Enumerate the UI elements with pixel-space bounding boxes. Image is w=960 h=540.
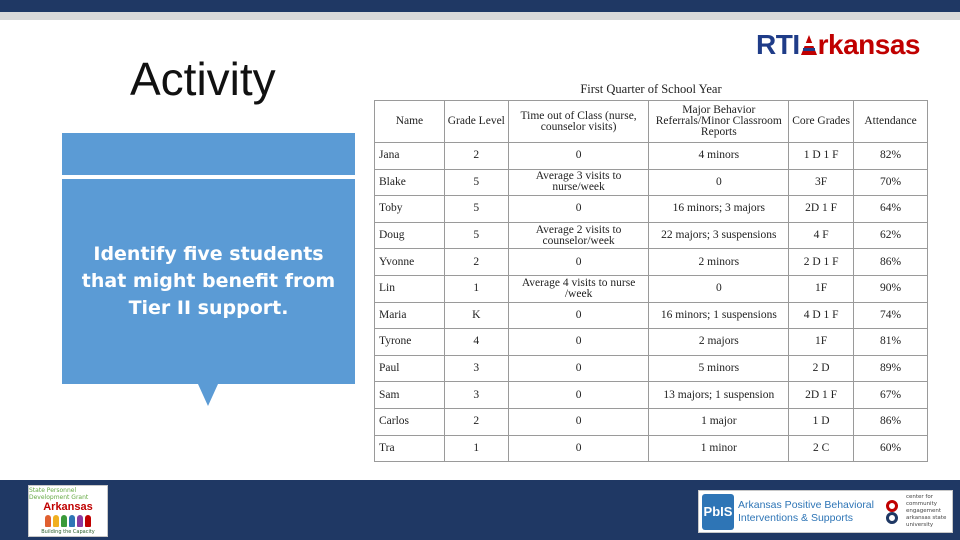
table-cell: 86% — [854, 408, 928, 435]
table-cell: Carlos — [375, 408, 445, 435]
table-cell: 3 — [444, 355, 508, 382]
column-header: Grade Level — [444, 101, 508, 143]
table-cell: 0 — [508, 302, 649, 329]
column-header: Name — [375, 101, 445, 143]
table-cell: 70% — [854, 169, 928, 196]
table-cell: 4 — [444, 329, 508, 356]
table-cell: 1 D 1 F — [789, 143, 854, 170]
table-cell: 1 — [444, 435, 508, 462]
table-cell: Tyrone — [375, 329, 445, 356]
table-cell: Average 4 visits to nurse /week — [508, 275, 649, 302]
cce-icon — [880, 494, 904, 530]
table-cell: Doug — [375, 222, 445, 249]
table-cell: 2 D — [789, 355, 854, 382]
table-cell: 1 major — [649, 408, 789, 435]
table-cell: 67% — [854, 382, 928, 409]
table-cell: Sam — [375, 382, 445, 409]
table-cell: 2D 1 F — [789, 382, 854, 409]
table-row — [375, 329, 928, 356]
rti-arkansas-logo: RTI rkansas — [756, 29, 920, 60]
table-cell: 0 — [508, 249, 649, 276]
table-cell: 4 D 1 F — [789, 302, 854, 329]
table-cell: 2 — [444, 408, 508, 435]
activity-callout — [62, 179, 355, 384]
table-cell: 0 — [649, 169, 789, 196]
table-cell: 2 minors — [649, 249, 789, 276]
table-cell: 0 — [508, 143, 649, 170]
table-cell: Lin — [375, 275, 445, 302]
table-cell: 2 D 1 F — [789, 249, 854, 276]
table-cell: 60% — [854, 435, 928, 462]
table-cell: 89% — [854, 355, 928, 382]
table-cell: 0 — [649, 275, 789, 302]
table-header-row — [375, 101, 928, 143]
table-cell: 1F — [789, 329, 854, 356]
top-accent-bar — [0, 0, 960, 12]
table-cell: 90% — [854, 275, 928, 302]
table-cell: 2 C — [789, 435, 854, 462]
table-cell: 3 — [444, 382, 508, 409]
table-cell: 3F — [789, 169, 854, 196]
callout-pointer — [198, 384, 218, 406]
table-row — [375, 196, 928, 223]
table-row — [375, 302, 928, 329]
table-cell: 16 minors; 3 majors — [649, 196, 789, 223]
table-cell: 1 D — [789, 408, 854, 435]
table-cell: 16 minors; 1 suspensions — [649, 302, 789, 329]
table-cell: 2 majors — [649, 329, 789, 356]
table-cell: 0 — [508, 196, 649, 223]
table-cell: Toby — [375, 196, 445, 223]
table-cell: 0 — [508, 435, 649, 462]
table-cell: 2 — [444, 143, 508, 170]
table-cell: 1 — [444, 275, 508, 302]
table-title: First Quarter of School Year — [580, 82, 722, 96]
column-header: Time out of Class (nurse, counselor visits) — [508, 101, 649, 143]
slide-title: Activity — [130, 53, 276, 105]
top-gray-bar — [0, 12, 960, 20]
callout-text: Identify five students that might benefit from Tier II support. — [81, 243, 336, 319]
table-cell: 81% — [854, 329, 928, 356]
table-cell: 1F — [789, 275, 854, 302]
table-cell: 2 — [444, 249, 508, 276]
table-cell: 64% — [854, 196, 928, 223]
people-figures-icon — [45, 515, 91, 527]
table-row — [375, 169, 928, 196]
table-row — [375, 222, 928, 249]
pbis-icon: PbIS — [702, 494, 734, 530]
table-row — [375, 143, 928, 170]
table-cell: Tra — [375, 435, 445, 462]
sppdg-arkansas-logo: State Personnel Development Grant Arkansas Building the Capacity — [28, 485, 108, 537]
table-cell: 22 majors; 3 suspensions — [649, 222, 789, 249]
table-cell: Jana — [375, 143, 445, 170]
table-cell: Yvonne — [375, 249, 445, 276]
column-header: Major Behavior Referrals/Minor Classroom Reports — [649, 101, 789, 143]
table-row — [375, 249, 928, 276]
table-cell: 4 minors — [649, 143, 789, 170]
table-cell: Blake — [375, 169, 445, 196]
table-cell: 1 minor — [649, 435, 789, 462]
table-cell: 86% — [854, 249, 928, 276]
student-table — [374, 100, 928, 462]
table-cell: 0 — [508, 408, 649, 435]
table-cell: K — [444, 302, 508, 329]
column-header: Core Grades — [789, 101, 854, 143]
table-row — [375, 355, 928, 382]
table-cell: 0 — [508, 329, 649, 356]
table-row — [375, 275, 928, 302]
student-data-table — [374, 79, 928, 462]
table-cell: 74% — [854, 302, 928, 329]
pbis-cce-logo: PbIS Arkansas Positive Behavioral Interventions & Supports center for community engagement arkansas state university — [698, 490, 953, 533]
table-cell: 0 — [508, 355, 649, 382]
table-cell: 82% — [854, 143, 928, 170]
table-cell: 5 — [444, 196, 508, 223]
callout-header-band — [62, 133, 355, 175]
table-cell: 62% — [854, 222, 928, 249]
table-cell: 5 — [444, 169, 508, 196]
table-cell: 0 — [508, 382, 649, 409]
arkansas-flag-icon — [801, 33, 817, 57]
table-cell: Average 3 visits to nurse/week — [508, 169, 649, 196]
table-cell: Paul — [375, 355, 445, 382]
column-header: Attendance — [854, 101, 928, 143]
table-cell: 4 F — [789, 222, 854, 249]
table-cell: Average 2 visits to counselor/week — [508, 222, 649, 249]
table-row — [375, 435, 928, 462]
table-cell: 5 minors — [649, 355, 789, 382]
table-cell: Maria — [375, 302, 445, 329]
table-cell: 5 — [444, 222, 508, 249]
table-row — [375, 382, 928, 409]
table-cell: 13 majors; 1 suspension — [649, 382, 789, 409]
table-row — [375, 408, 928, 435]
table-cell: 2D 1 F — [789, 196, 854, 223]
